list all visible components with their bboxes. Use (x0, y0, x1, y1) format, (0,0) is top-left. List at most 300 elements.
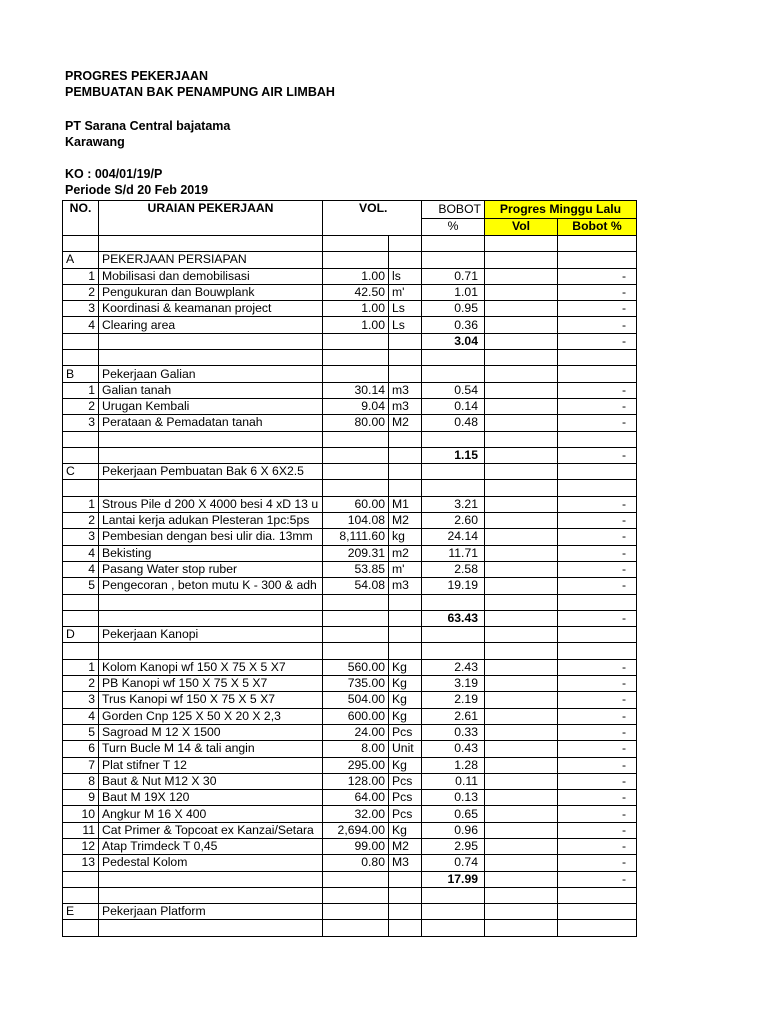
table-row (63, 545, 637, 561)
cell-progress-bobot: - (558, 692, 637, 708)
cell-no: 1 (63, 659, 99, 675)
cell-progress-bobot: - (558, 447, 637, 463)
cell-vol: 60.00 (323, 496, 389, 512)
cell-progress-vol (485, 855, 558, 871)
cell-progress-bobot: - (558, 301, 637, 317)
cell-desc (99, 333, 323, 349)
cell-no (63, 350, 99, 366)
cell-bobot: 0.71 (422, 268, 485, 284)
table-row (63, 838, 637, 854)
cell-unit (389, 350, 422, 366)
cell-no: 5 (63, 724, 99, 740)
cell-unit (389, 610, 422, 626)
cell-progress-bobot: - (558, 610, 637, 626)
cell-unit: Ls (389, 301, 422, 317)
table-row (63, 757, 637, 773)
cell-progress-vol (485, 496, 558, 512)
cell-desc (99, 431, 323, 447)
cell-vol (323, 904, 389, 920)
cell-progress-bobot: - (558, 333, 637, 349)
table-row (63, 578, 637, 594)
cell-progress-bobot: - (558, 284, 637, 300)
cell-progress-bobot: - (558, 513, 637, 529)
cell-vol: 8,111.60 (323, 529, 389, 545)
cell-no: 3 (63, 692, 99, 708)
cell-vol (323, 431, 389, 447)
cell-desc: Clearing area (99, 317, 323, 333)
cell-desc: Pekerjaan Kanopi (99, 627, 323, 643)
cell-vol: 80.00 (323, 415, 389, 431)
cell-progress-bobot: - (558, 708, 637, 724)
cell-no: 13 (63, 855, 99, 871)
cell-desc: Turn Bucle M 14 & tali angin (99, 741, 323, 757)
cell-no: C (63, 464, 99, 480)
cell-progress-vol (485, 513, 558, 529)
cell-bobot: 11.71 (422, 545, 485, 561)
section-row (63, 904, 637, 920)
cell-desc: PB Kanopi wf 150 X 75 X 5 X7 (99, 676, 323, 692)
cell-progress-vol (485, 610, 558, 626)
cell-no: 1 (63, 382, 99, 398)
cell-bobot: 1.15 (422, 447, 485, 463)
cell-unit (389, 643, 422, 659)
cell-desc: Galian tanah (99, 382, 323, 398)
cell-progress-vol (485, 887, 558, 903)
cell-no: 4 (63, 561, 99, 577)
cell-desc (99, 643, 323, 659)
cell-progress-bobot: - (558, 529, 637, 545)
cell-unit (389, 366, 422, 382)
cell-bobot: 0.43 (422, 741, 485, 757)
section-row (63, 366, 637, 382)
cell-vol: 295.00 (323, 757, 389, 773)
cell-bobot: 2.19 (422, 692, 485, 708)
col-bobot-header: BOBOT (422, 201, 485, 219)
cell-desc: Atap Trimdeck T 0,45 (99, 838, 323, 854)
blank-row (63, 887, 637, 903)
cell-no (63, 887, 99, 903)
cell-progress-vol (485, 676, 558, 692)
cell-unit (389, 594, 422, 610)
table-row (63, 790, 637, 806)
table-row (63, 317, 637, 333)
cell-progress-bobot: - (558, 268, 637, 284)
cell-progress-bobot (558, 350, 637, 366)
cell-vol (323, 643, 389, 659)
cell-progress-bobot: - (558, 855, 637, 871)
cell-desc (99, 594, 323, 610)
cell-desc: Pekerjaan Pembuatan Bak 6 X 6X2.5 (99, 464, 323, 480)
cell-unit: m' (389, 561, 422, 577)
cell-desc (99, 871, 323, 887)
cell-bobot (422, 350, 485, 366)
blank-row (63, 643, 637, 659)
cell-progress-bobot: - (558, 838, 637, 854)
cell-desc: Pekerjaan Galian (99, 366, 323, 382)
cell-unit (389, 236, 422, 252)
cell-desc: Lantai kerja adukan Plesteran 1pc:5ps (99, 513, 323, 529)
cell-vol (323, 447, 389, 463)
cell-progress-bobot (558, 252, 637, 268)
cell-bobot: 1.01 (422, 284, 485, 300)
cell-bobot: 63.43 (422, 610, 485, 626)
cell-bobot (422, 904, 485, 920)
cell-unit: M2 (389, 513, 422, 529)
cell-bobot: 2.43 (422, 659, 485, 675)
cell-progress-bobot: - (558, 561, 637, 577)
cell-progress-bobot (558, 904, 637, 920)
cell-progress-bobot: - (558, 317, 637, 333)
cell-desc: Plat stifner T 12 (99, 757, 323, 773)
cell-no (63, 610, 99, 626)
cell-unit: m' (389, 284, 422, 300)
blank-row (63, 920, 637, 936)
cell-unit (389, 333, 422, 349)
cell-unit: m3 (389, 382, 422, 398)
cell-desc: Pengukuran dan Bouwplank (99, 284, 323, 300)
cell-desc: Pedestal Kolom (99, 855, 323, 871)
cell-desc: Strous Pile d 200 X 4000 besi 4 xD 13 u (99, 496, 323, 512)
cell-progress-vol (485, 382, 558, 398)
cell-vol: 1.00 (323, 301, 389, 317)
table-row (63, 268, 637, 284)
cell-vol: 1.00 (323, 268, 389, 284)
ko-number: KO : 004/01/19/P (65, 167, 163, 181)
cell-progress-bobot (558, 366, 637, 382)
cell-progress-vol (485, 871, 558, 887)
cell-bobot: 1.28 (422, 757, 485, 773)
cell-progress-vol (485, 627, 558, 643)
doc-title: PROGRES PEKERJAAN (65, 69, 209, 83)
cell-no: 10 (63, 806, 99, 822)
cell-bobot: 0.74 (422, 855, 485, 871)
table-row (63, 773, 637, 789)
doc-subtitle: PEMBUATAN BAK PENAMPUNG AIR LIMBAH (65, 85, 335, 99)
cell-progress-vol (485, 350, 558, 366)
cell-no (63, 871, 99, 887)
cell-bobot: 3.04 (422, 333, 485, 349)
cell-no: 7 (63, 757, 99, 773)
cell-desc: Urugan Kembali (99, 398, 323, 414)
cell-progress-bobot (558, 464, 637, 480)
cell-bobot (422, 627, 485, 643)
col-no-header: NO. (63, 201, 99, 236)
cell-bobot: 0.95 (422, 301, 485, 317)
cell-desc: Kolom Kanopi wf 150 X 75 X 5 X7 (99, 659, 323, 675)
cell-progress-vol (485, 724, 558, 740)
cell-progress-bobot (558, 594, 637, 610)
cell-bobot (422, 236, 485, 252)
cell-bobot (422, 643, 485, 659)
cell-bobot (422, 431, 485, 447)
cell-bobot (422, 920, 485, 936)
col-uraian-header: URAIAN PEKERJAAN (99, 201, 323, 236)
cell-desc (99, 480, 323, 496)
cell-bobot: 0.48 (422, 415, 485, 431)
subtotal-row (63, 610, 637, 626)
cell-bobot: 17.99 (422, 871, 485, 887)
cell-bobot: 2.61 (422, 708, 485, 724)
cell-vol: 99.00 (323, 838, 389, 854)
col-progress-header: Progres Minggu Lalu (485, 201, 637, 219)
cell-bobot: 0.33 (422, 724, 485, 740)
cell-vol: 0.80 (323, 855, 389, 871)
table-row (63, 855, 637, 871)
cell-desc: Angkur M 16 X 400 (99, 806, 323, 822)
section-row (63, 252, 637, 268)
cell-vol (323, 252, 389, 268)
cell-unit: Kg (389, 757, 422, 773)
cell-desc: Pasang Water stop ruber (99, 561, 323, 577)
cell-progress-vol (485, 301, 558, 317)
table-row (63, 496, 637, 512)
cell-desc: Bekisting (99, 545, 323, 561)
cell-unit (389, 252, 422, 268)
table-row (63, 415, 637, 431)
cell-desc: Pekerjaan Platform (99, 904, 323, 920)
cell-vol (323, 920, 389, 936)
cell-vol (323, 594, 389, 610)
cell-no: D (63, 627, 99, 643)
cell-progress-vol (485, 578, 558, 594)
cell-unit (389, 871, 422, 887)
cell-vol: 560.00 (323, 659, 389, 675)
cell-progress-bobot: - (558, 659, 637, 675)
cell-desc: Pembesian dengan besi ulir dia. 13mm (99, 529, 323, 545)
blank-row (63, 480, 637, 496)
cell-vol (323, 480, 389, 496)
cell-bobot: 0.14 (422, 398, 485, 414)
cell-vol: 735.00 (323, 676, 389, 692)
cell-unit: ls (389, 268, 422, 284)
cell-vol: 2,694.00 (323, 822, 389, 838)
cell-desc: Mobilisasi dan demobilisasi (99, 268, 323, 284)
cell-desc (99, 920, 323, 936)
table-row (63, 382, 637, 398)
cell-progress-vol (485, 415, 558, 431)
cell-vol: 209.31 (323, 545, 389, 561)
cell-no: 8 (63, 773, 99, 789)
cell-unit: Kg (389, 659, 422, 675)
cell-no: 3 (63, 529, 99, 545)
cell-desc: Baut M 19X 120 (99, 790, 323, 806)
cell-progress-bobot: - (558, 822, 637, 838)
cell-vol: 54.08 (323, 578, 389, 594)
blank-row (63, 350, 637, 366)
subtotal-row (63, 871, 637, 887)
cell-unit: m2 (389, 545, 422, 561)
section-row (63, 464, 637, 480)
cell-bobot (422, 887, 485, 903)
period: Periode S/d 20 Feb 2019 (65, 183, 209, 197)
cell-bobot: 24.14 (422, 529, 485, 545)
cell-no: 2 (63, 284, 99, 300)
cell-unit: M1 (389, 496, 422, 512)
cell-no: 4 (63, 708, 99, 724)
table-row (63, 513, 637, 529)
cell-progress-bobot: - (558, 806, 637, 822)
cell-unit: m3 (389, 398, 422, 414)
cell-no: 5 (63, 578, 99, 594)
cell-progress-vol (485, 545, 558, 561)
cell-vol: 504.00 (323, 692, 389, 708)
cell-progress-bobot: - (558, 871, 637, 887)
cell-progress-vol (485, 284, 558, 300)
cell-progress-vol (485, 822, 558, 838)
cell-vol (323, 236, 389, 252)
cell-vol (323, 610, 389, 626)
cell-desc (99, 236, 323, 252)
blank-row (63, 594, 637, 610)
cell-progress-vol (485, 659, 558, 675)
cell-progress-vol (485, 447, 558, 463)
cell-unit: M2 (389, 838, 422, 854)
cell-no: 2 (63, 398, 99, 414)
cell-vol: 42.50 (323, 284, 389, 300)
cell-progress-vol (485, 790, 558, 806)
cell-desc: Gorden Cnp 125 X 50 X 20 X 2,3 (99, 708, 323, 724)
cell-bobot: 19.19 (422, 578, 485, 594)
table-row (63, 822, 637, 838)
cell-progress-bobot (558, 887, 637, 903)
cell-progress-bobot: - (558, 578, 637, 594)
cell-progress-bobot (558, 627, 637, 643)
cell-unit: M3 (389, 855, 422, 871)
location: Karawang (65, 135, 125, 149)
table-row (63, 529, 637, 545)
cell-desc: Cat Primer & Topcoat ex Kanzai/Setara (99, 822, 323, 838)
cell-desc: Koordinasi & keamanan project (99, 301, 323, 317)
cell-vol (323, 333, 389, 349)
cell-desc (99, 350, 323, 366)
col-bobot-percent: % (422, 218, 485, 236)
cell-progress-bobot (558, 236, 637, 252)
cell-progress-vol (485, 252, 558, 268)
cell-vol: 1.00 (323, 317, 389, 333)
cell-no: 2 (63, 676, 99, 692)
cell-unit: Unit (389, 741, 422, 757)
cell-progress-bobot: - (558, 790, 637, 806)
progress-table (62, 200, 637, 937)
cell-progress-bobot: - (558, 496, 637, 512)
cell-progress-vol (485, 561, 558, 577)
cell-unit (389, 431, 422, 447)
cell-no: 3 (63, 415, 99, 431)
cell-no: 1 (63, 496, 99, 512)
cell-no: E (63, 904, 99, 920)
blank-row (63, 431, 637, 447)
cell-progress-bobot: - (558, 741, 637, 757)
blank-row (63, 236, 637, 252)
cell-progress-bobot (558, 480, 637, 496)
cell-progress-vol (485, 708, 558, 724)
cell-no: 9 (63, 790, 99, 806)
cell-bobot (422, 366, 485, 382)
cell-progress-bobot: - (558, 398, 637, 414)
cell-bobot (422, 464, 485, 480)
cell-no (63, 447, 99, 463)
table-row (63, 676, 637, 692)
table-row (63, 741, 637, 757)
cell-progress-vol (485, 692, 558, 708)
cell-progress-vol (485, 773, 558, 789)
cell-unit (389, 464, 422, 480)
cell-desc (99, 447, 323, 463)
cell-unit (389, 480, 422, 496)
cell-desc (99, 610, 323, 626)
cell-vol: 64.00 (323, 790, 389, 806)
cell-desc: Pengecoran , beton mutu K - 300 & adh (99, 578, 323, 594)
cell-no: 6 (63, 741, 99, 757)
cell-vol: 32.00 (323, 806, 389, 822)
cell-progress-bobot: - (558, 757, 637, 773)
cell-progress-vol (485, 431, 558, 447)
table-row (63, 659, 637, 675)
cell-no (63, 643, 99, 659)
cell-unit: Ls (389, 317, 422, 333)
section-row (63, 627, 637, 643)
cell-progress-bobot: - (558, 382, 637, 398)
table-row (63, 724, 637, 740)
cell-unit: Kg (389, 822, 422, 838)
cell-progress-vol (485, 236, 558, 252)
cell-vol: 9.04 (323, 398, 389, 414)
cell-vol: 600.00 (323, 708, 389, 724)
cell-progress-vol (485, 741, 558, 757)
cell-progress-vol (485, 904, 558, 920)
cell-desc: Baut & Nut M12 X 30 (99, 773, 323, 789)
header-row (63, 201, 637, 219)
cell-no: A (63, 252, 99, 268)
cell-progress-vol (485, 366, 558, 382)
cell-unit: Kg (389, 708, 422, 724)
cell-unit: Pcs (389, 773, 422, 789)
cell-no (63, 480, 99, 496)
cell-bobot: 0.13 (422, 790, 485, 806)
cell-progress-vol (485, 333, 558, 349)
cell-no: 1 (63, 268, 99, 284)
cell-desc: Perataan & Pemadatan tanah (99, 415, 323, 431)
cell-bobot: 0.54 (422, 382, 485, 398)
cell-progress-vol (485, 594, 558, 610)
table-row (63, 708, 637, 724)
cell-no (63, 236, 99, 252)
cell-progress-vol (485, 643, 558, 659)
cell-progress-vol (485, 838, 558, 854)
cell-no (63, 431, 99, 447)
cell-unit (389, 920, 422, 936)
cell-desc: PEKERJAAN PERSIAPAN (99, 252, 323, 268)
cell-desc (99, 887, 323, 903)
cell-unit: Pcs (389, 724, 422, 740)
cell-vol: 128.00 (323, 773, 389, 789)
cell-vol (323, 627, 389, 643)
cell-progress-vol (485, 268, 558, 284)
cell-bobot (422, 480, 485, 496)
subtotal-row (63, 447, 637, 463)
table-row (63, 301, 637, 317)
cell-unit: kg (389, 529, 422, 545)
col-progress-bobot: Bobot % (558, 218, 637, 236)
cell-progress-bobot (558, 431, 637, 447)
cell-unit (389, 447, 422, 463)
cell-vol (323, 366, 389, 382)
cell-bobot: 0.65 (422, 806, 485, 822)
cell-vol: 24.00 (323, 724, 389, 740)
cell-bobot: 0.36 (422, 317, 485, 333)
cell-progress-bobot: - (558, 676, 637, 692)
cell-bobot: 3.19 (422, 676, 485, 692)
